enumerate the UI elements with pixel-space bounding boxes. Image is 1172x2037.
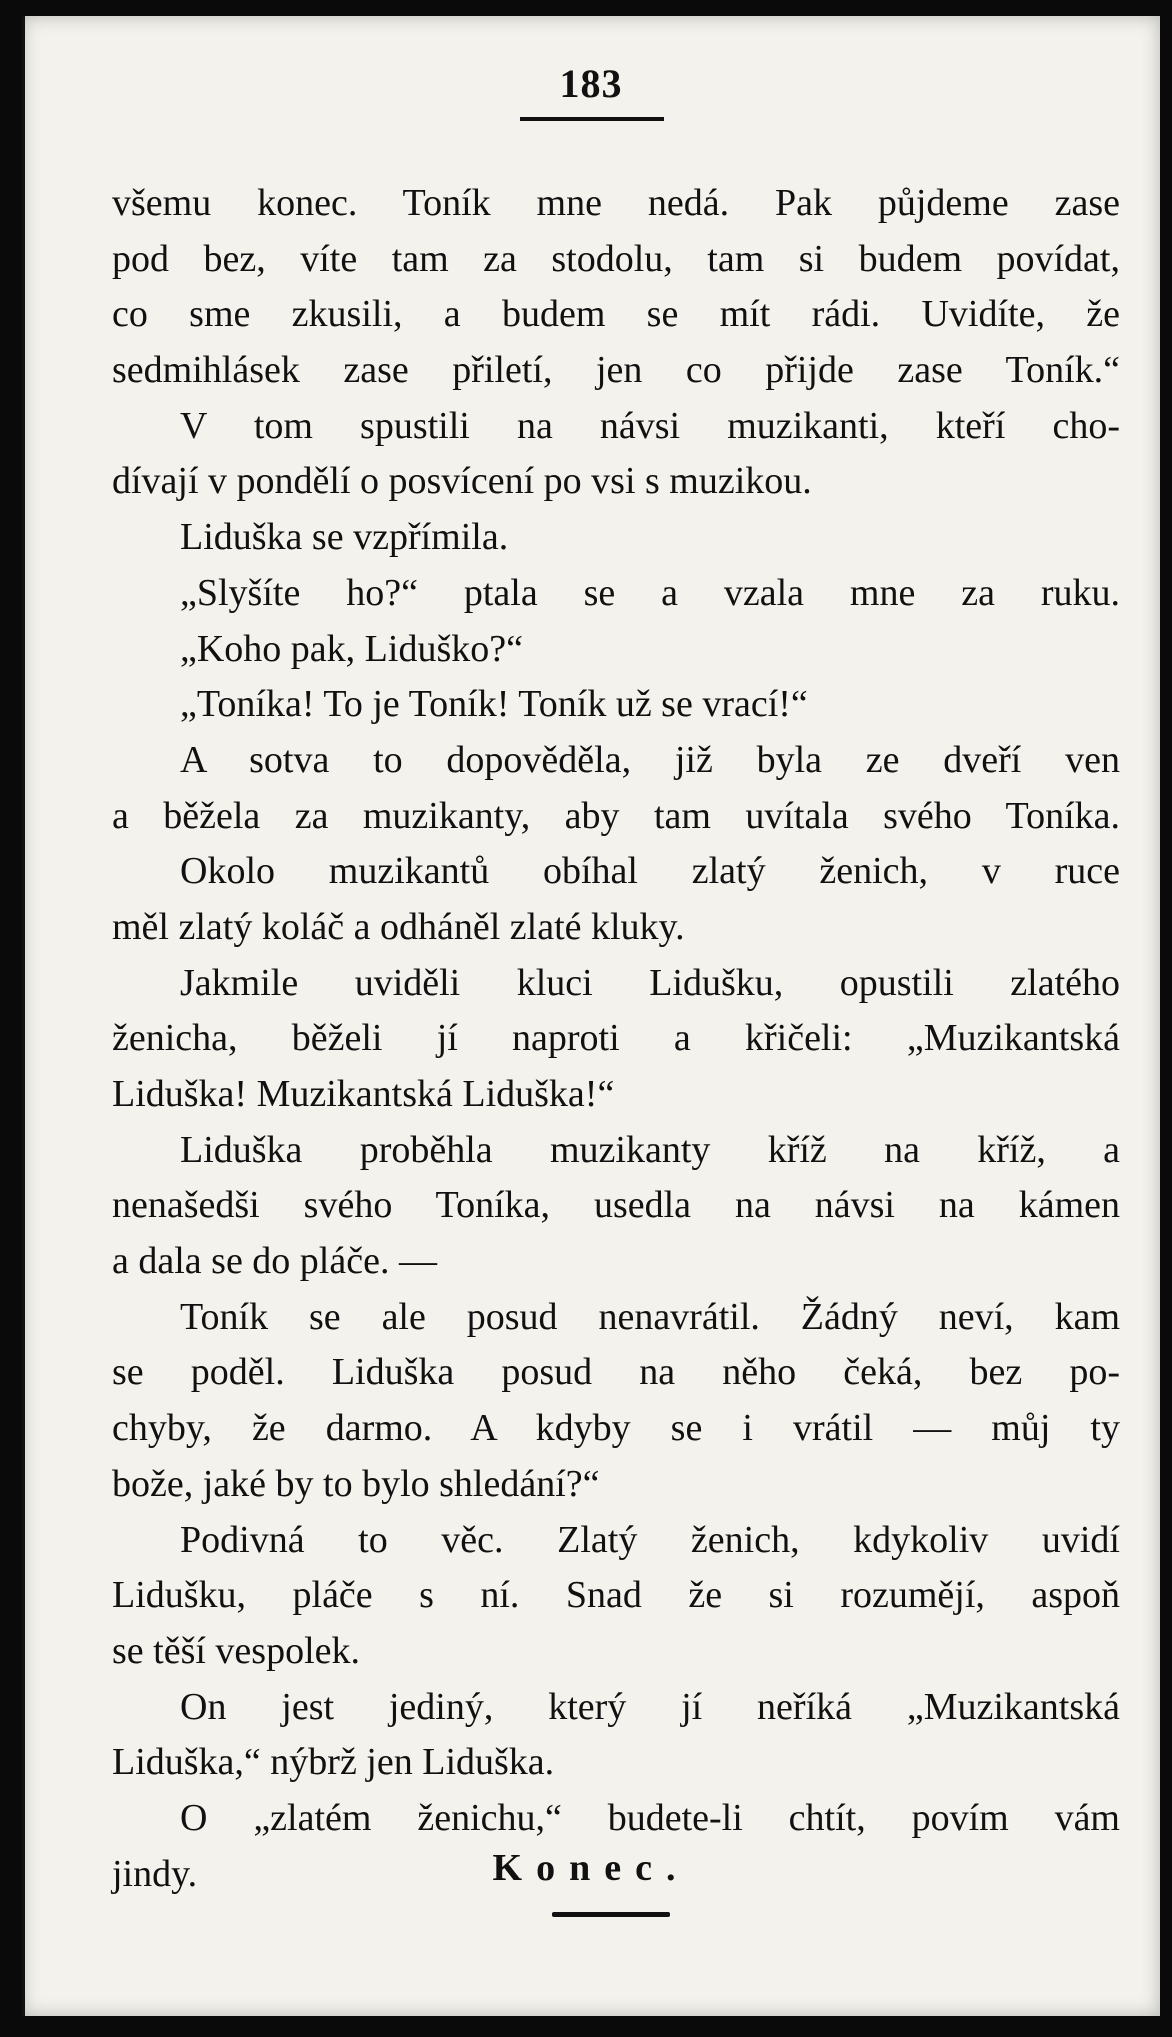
page-edge (22, 16, 25, 2016)
text-line: Jakmile uviděli kluci Lidušku, opustili zlatého (180, 961, 1120, 1004)
text-line: Liduška proběhla muzikanty kříž na kříž, a (180, 1128, 1120, 1171)
text-line: měl zlatý koláč a odháněl zlaté kluky. (112, 905, 685, 948)
text-line: Okolo muzikantů obíhal zlatý ženich, v ruce (180, 850, 1120, 893)
book-page (22, 16, 1160, 2016)
text-line: Liduška,“ nýbrž jen Liduška. (112, 1741, 555, 1784)
text-line: „Toníka! To je Toník! Toník už se vrací!“ (180, 683, 808, 726)
page-number: 183 (559, 61, 623, 106)
closing-word: Konec. (492, 1847, 690, 1889)
closing-ornament-rule (552, 1912, 670, 1917)
text-line: co sme zkusili, a budem se mít rádi. Uvidíte, že (112, 293, 1120, 336)
body-text (112, 176, 1120, 1902)
text-line: sedmihlásek zase přiletí, jen co přijde zase Toník.“ (112, 349, 1120, 392)
text-line: A sotva to dopověděla, již byla ze dveří ven (180, 738, 1120, 781)
text-line: On jest jediný, který jí neříká „Muzikantská (180, 1685, 1120, 1728)
text-line: chyby, že darmo. A kdyby se i vrátil — můj ty (112, 1407, 1120, 1450)
text-line: Liduška se vzpřímila. (180, 516, 509, 559)
text-line: a dala se do pláče. — (112, 1240, 437, 1283)
text-line: „Koho pak, Liduško?“ (180, 627, 523, 670)
text-line: Lidušku, pláče s ní. Snad že si rozumějí, aspoň (112, 1574, 1120, 1617)
text-line: Podivná to věc. Zlatý ženich, kdykoliv uvidí (180, 1518, 1120, 1561)
page-number-underline (520, 117, 664, 121)
text-line: pod bez, víte tam za stodolu, tam si budem povídat, (112, 237, 1120, 280)
text-line: ženicha, běželi jí naproti a křičeli: „Muzikantská (112, 1017, 1120, 1060)
text-line: O „zlatém ženichu,“ budete-li chtít, povím vám (180, 1796, 1120, 1839)
text-line: V tom spustili na návsi muzikanti, kteří cho- (180, 404, 1120, 447)
text-line: a běžela za muzikanty, aby tam uvítala svého Toníka. (112, 794, 1120, 837)
text-line: všemu konec. Toník mne nedá. Pak půjdeme zase (112, 182, 1120, 224)
text-line: jindy. (112, 1852, 198, 1895)
text-line: „Slyšíte ho?“ ptala se a vzala mne za ruku. (180, 571, 1120, 614)
text-line: se těší vespolek. (112, 1629, 361, 1672)
text-line: Liduška! Muzikantská Liduška!“ (112, 1073, 615, 1115)
text-line: bože, jaké by to bylo shledání?“ (112, 1462, 600, 1505)
text-line: nenašedši svého Toníka, usedla na návsi na kámen (112, 1184, 1120, 1227)
text-line: dívají v pondělí o posvícení po vsi s muzikou. (112, 460, 812, 503)
text-line: Toník se ale posud nenavrátil. Žádný neví, kam (180, 1295, 1120, 1338)
text-line: se poděl. Liduška posud na něho čeká, bez po- (112, 1351, 1120, 1394)
